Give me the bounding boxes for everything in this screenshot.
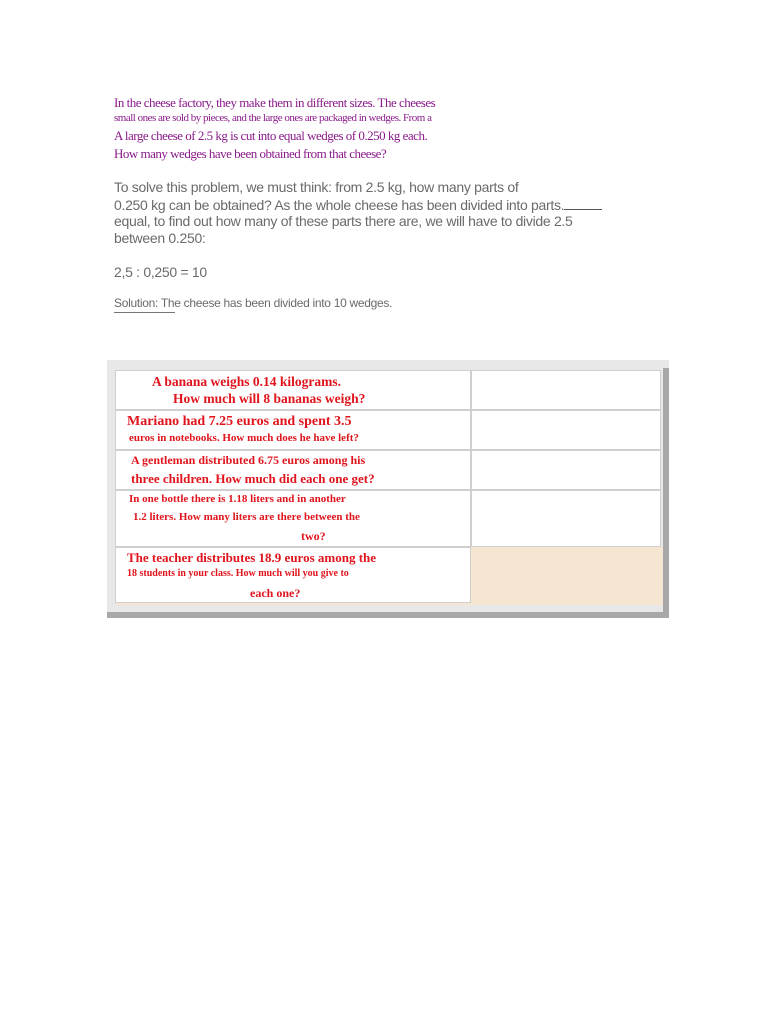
question-line: How much will 8 bananas weigh?	[173, 391, 366, 406]
solution: Solution: The cheese has been divided into 10 wedges.	[114, 296, 393, 310]
fill-in-blank	[564, 197, 602, 210]
question-line: 1.2 liters. How many liters are there between the	[133, 511, 360, 523]
question-cell	[115, 490, 471, 547]
solution-underline	[114, 312, 175, 313]
question-cell	[115, 547, 471, 603]
question-line: two?	[301, 529, 326, 543]
question-line: Mariano had 7.25 euros and spent 3.5	[127, 414, 352, 429]
question-line: A gentleman distributed 6.75 euros among his	[131, 453, 366, 467]
problem-line: A large cheese of 2.5 kg is cut into equal wedges of 0.250 kg each.	[114, 128, 428, 143]
answer-cell[interactable]	[471, 410, 661, 450]
problem-line: small ones are sold by pieces, and the large ones are packaged in wedges. From a	[114, 112, 432, 124]
problem-line: How many wedges have been obtained from that cheese?	[114, 146, 387, 161]
table-shadow-bottom	[107, 612, 669, 618]
question-cell	[115, 450, 471, 490]
question-line: 18 students in your class. How much will you give to	[127, 568, 349, 579]
table-shadow-right	[663, 368, 669, 618]
explanation-line: To solve this problem, we must think: from 2.5 kg, how many parts of	[114, 179, 519, 195]
answer-cell[interactable]	[471, 370, 661, 410]
explanation-line-text: 0.250 kg can be obtained? As the whole cheese has been divided into parts.	[114, 197, 565, 213]
question-line: The teacher distributes 18.9 euros among the	[127, 550, 377, 565]
question-line: In one bottle there is 1.18 liters and in another	[129, 493, 346, 505]
problem-line: In the cheese factory, they make them in different sizes. The cheeses	[114, 95, 436, 110]
explanation-line: between 0.250:	[114, 230, 206, 246]
question-line: each one?	[250, 586, 301, 600]
calculation: 2,5 : 0,250 = 10	[114, 264, 207, 280]
explanation-line	[114, 197, 602, 212]
explanation-line: equal, to find out how many of these parts there are, we will have to divide 2.5	[114, 213, 573, 229]
answer-cell[interactable]	[471, 547, 661, 605]
question-line: euros in notebooks. How much does he have left?	[129, 432, 359, 444]
question-cell	[115, 370, 471, 410]
answer-cell[interactable]	[471, 450, 661, 490]
exercise-table	[107, 360, 669, 618]
question-cell	[115, 410, 471, 450]
answer-cell[interactable]	[471, 490, 661, 547]
question-line: A banana weighs 0.14 kilograms.	[152, 374, 342, 389]
question-line: three children. How much did each one get?	[131, 471, 375, 486]
